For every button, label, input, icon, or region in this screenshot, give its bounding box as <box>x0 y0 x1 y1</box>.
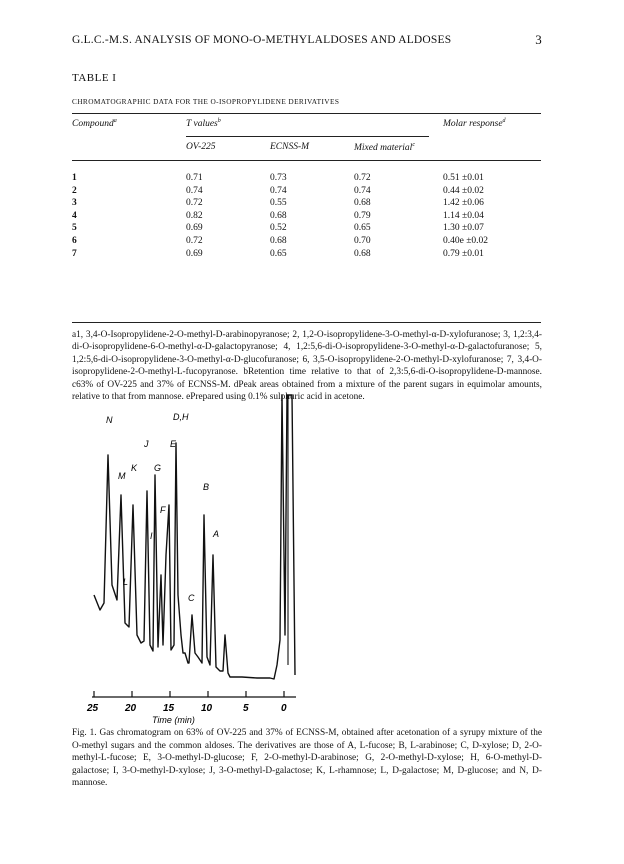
table-cell-mixed: 0.68 <box>354 248 371 259</box>
table-cell-mixed: 0.79 <box>354 210 371 221</box>
peak-label: M <box>118 471 126 481</box>
table-cell-mixed: 0.72 <box>354 173 371 183</box>
table-cell-compound: 1 <box>72 173 77 183</box>
time-axis-label: Time (min) <box>152 715 195 725</box>
page-number: 3 <box>535 32 542 47</box>
table-cell-compound: 3 <box>72 198 77 209</box>
t-values-rule <box>186 136 429 137</box>
running-title: G.L.C.-M.S. ANALYSIS OF MONO-O-METHYLALDOSES AND ALDOSES <box>72 34 452 46</box>
table-cell-compound: 7 <box>72 248 77 259</box>
table-cell-ecnss: 0.68 <box>270 210 287 221</box>
table-cell-mixed: 0.70 <box>354 236 371 246</box>
peak-label: G <box>154 463 162 473</box>
table-cell-mixed: 0.74 <box>354 185 371 196</box>
time-axis-tick-label: 20 <box>125 703 137 714</box>
table-cell-molar: 1.30 ±0.07 <box>443 223 484 234</box>
table-cell-ov: 0.69 <box>186 248 203 259</box>
table-cell-molar: 1.42 ±0.06 <box>443 198 484 209</box>
peak-label: N <box>106 415 113 425</box>
col-header-molar-response: Molar response$^d$ <box>443 118 506 130</box>
table-cell-mixed: 0.65 <box>354 223 371 234</box>
peak-label: E <box>170 439 177 449</box>
table-cell-ov: 0.71 <box>186 173 203 183</box>
table-cell-molar: 0.51 ±0.01 <box>443 173 484 183</box>
table-cell-ov: 0.72 <box>186 236 203 246</box>
table-label: TABLE I <box>72 72 117 84</box>
peak-label: F <box>160 505 166 515</box>
table-cell-ecnss: 0.55 <box>270 198 287 209</box>
running-head <box>72 34 542 46</box>
table-cell-compound: 4 <box>72 210 77 221</box>
peak-label: D,H <box>173 412 189 422</box>
peak-label: J <box>144 439 149 449</box>
time-axis-tick-label: 5 <box>243 703 249 714</box>
table-header-rule <box>72 160 541 161</box>
table-cell-compound: 6 <box>72 236 77 246</box>
chromatogram-figure <box>87 395 322 725</box>
table-cell-ecnss: 0.65 <box>270 248 287 259</box>
table-cell-mixed: 0.68 <box>354 198 371 209</box>
table-cell-ov: 0.69 <box>186 223 203 234</box>
chromatogram-trace <box>94 395 295 679</box>
table-footnote: a1, 3,4-O-Isopropylidene-2-O-methyl-D-arabinopyranose; 2, 1,2-O-isopropylidene-3-O-methyl-α-D-xylofuranose; 3, 1,2:3,4-di-O-isopropylidene-6-O-methyl-α-D-galactopyranose; 4, 1,2:5,6-di-O-isopropylidene-3-O-methyl-α-D-galactofuranose; 5, 1,2:5,6-di-O-isopropylidene-3-O-methyl-α-D-glucofuranose; 6, 3,5-O-isopropylidene-2-O-methyl-D-xylofuranose; 7, 3,4-O-isopropylidene-2-O-methyl-L-fucopyranose. bRetention time relative to that of 2,3:5,6-di-O-isopropylidene-D-mannose. c63% of OV-225 and 37% of ECNSS-M. dPeak areas obtained from a mixture of the parent sugars in equimolar amounts, relative to that from mannose. ePrepared using 0.1% sulphuric acid in acetone. <box>72 330 542 403</box>
table-cell-ecnss: 0.73 <box>270 173 287 183</box>
table-cell-ov: 0.82 <box>186 210 203 221</box>
subheader-ecnss-m: ECNSS-M <box>270 142 310 152</box>
table-cell-molar: 0.40e ±0.02 <box>443 236 489 246</box>
time-axis-ticks <box>94 691 284 697</box>
col-header-t-values: T values$^b$ <box>186 118 221 130</box>
table-cell-molar: 1.14 ±0.04 <box>443 210 484 221</box>
figure-caption: Fig. 1. Gas chromatogram on 63% of OV-225 and 37% of ECNSS-M, obtained after acetonation of a syrupy mixture of the O-methyl sugars and the common aldoses. The derivatives are those of A, L-fucose; B, L-arabinose; C, D-xylose; D, 2-O-methyl-L-fucose; E, 3-O-methyl-D-glucose; F, 2-O-methyl-D-arabinose; G, 2-O-methyl-D-xylose; H, 6-O-methyl-D-galactose; I, 3-O-methyl-D-xylose; J, 3-O-methyl-D-galactose; K, L-rhamnose; L, D-galactose; M, D-glucose; and N, D-mannose. <box>72 728 542 789</box>
peak-label: I <box>150 531 153 541</box>
table-bottom-rule <box>72 322 541 323</box>
time-axis-tick-label: 25 <box>87 703 99 714</box>
time-axis-tick-label: 0 <box>281 703 287 714</box>
peak-label: K <box>131 463 138 473</box>
table-cell-ov: 0.72 <box>186 198 203 209</box>
subheader-mixed-material: Mixed material$^c$ <box>354 142 415 154</box>
table-cell-ecnss: 0.74 <box>270 185 287 196</box>
table-cell-ov: 0.74 <box>186 185 203 196</box>
time-axis-tick-labels <box>86 703 287 714</box>
table-caption: CHROMATOGRAPHIC DATA FOR THE O-ISOPROPYLIDENE DERIVATIVES <box>72 97 340 106</box>
peak-label: A <box>213 529 220 539</box>
peak-label: C <box>188 593 195 603</box>
peak-label: L <box>123 577 129 587</box>
table-cell-compound: 2 <box>72 185 77 196</box>
subheader-ov225: OV-225 <box>186 142 216 152</box>
time-axis-tick-label: 15 <box>163 703 175 714</box>
table-top-rule <box>72 113 541 114</box>
peak-label: B <box>203 482 210 492</box>
table-cell-compound: 5 <box>72 223 77 234</box>
table-cell-ecnss: 0.52 <box>270 223 287 234</box>
table-cell-molar: 0.79 ±0.01 <box>443 248 484 259</box>
table-cell-molar: 0.44 ±0.02 <box>443 185 484 196</box>
col-header-compound: Compound$^a$ <box>72 118 117 130</box>
time-axis-tick-label: 10 <box>201 703 213 714</box>
table-cell-ecnss: 0.68 <box>270 236 287 246</box>
